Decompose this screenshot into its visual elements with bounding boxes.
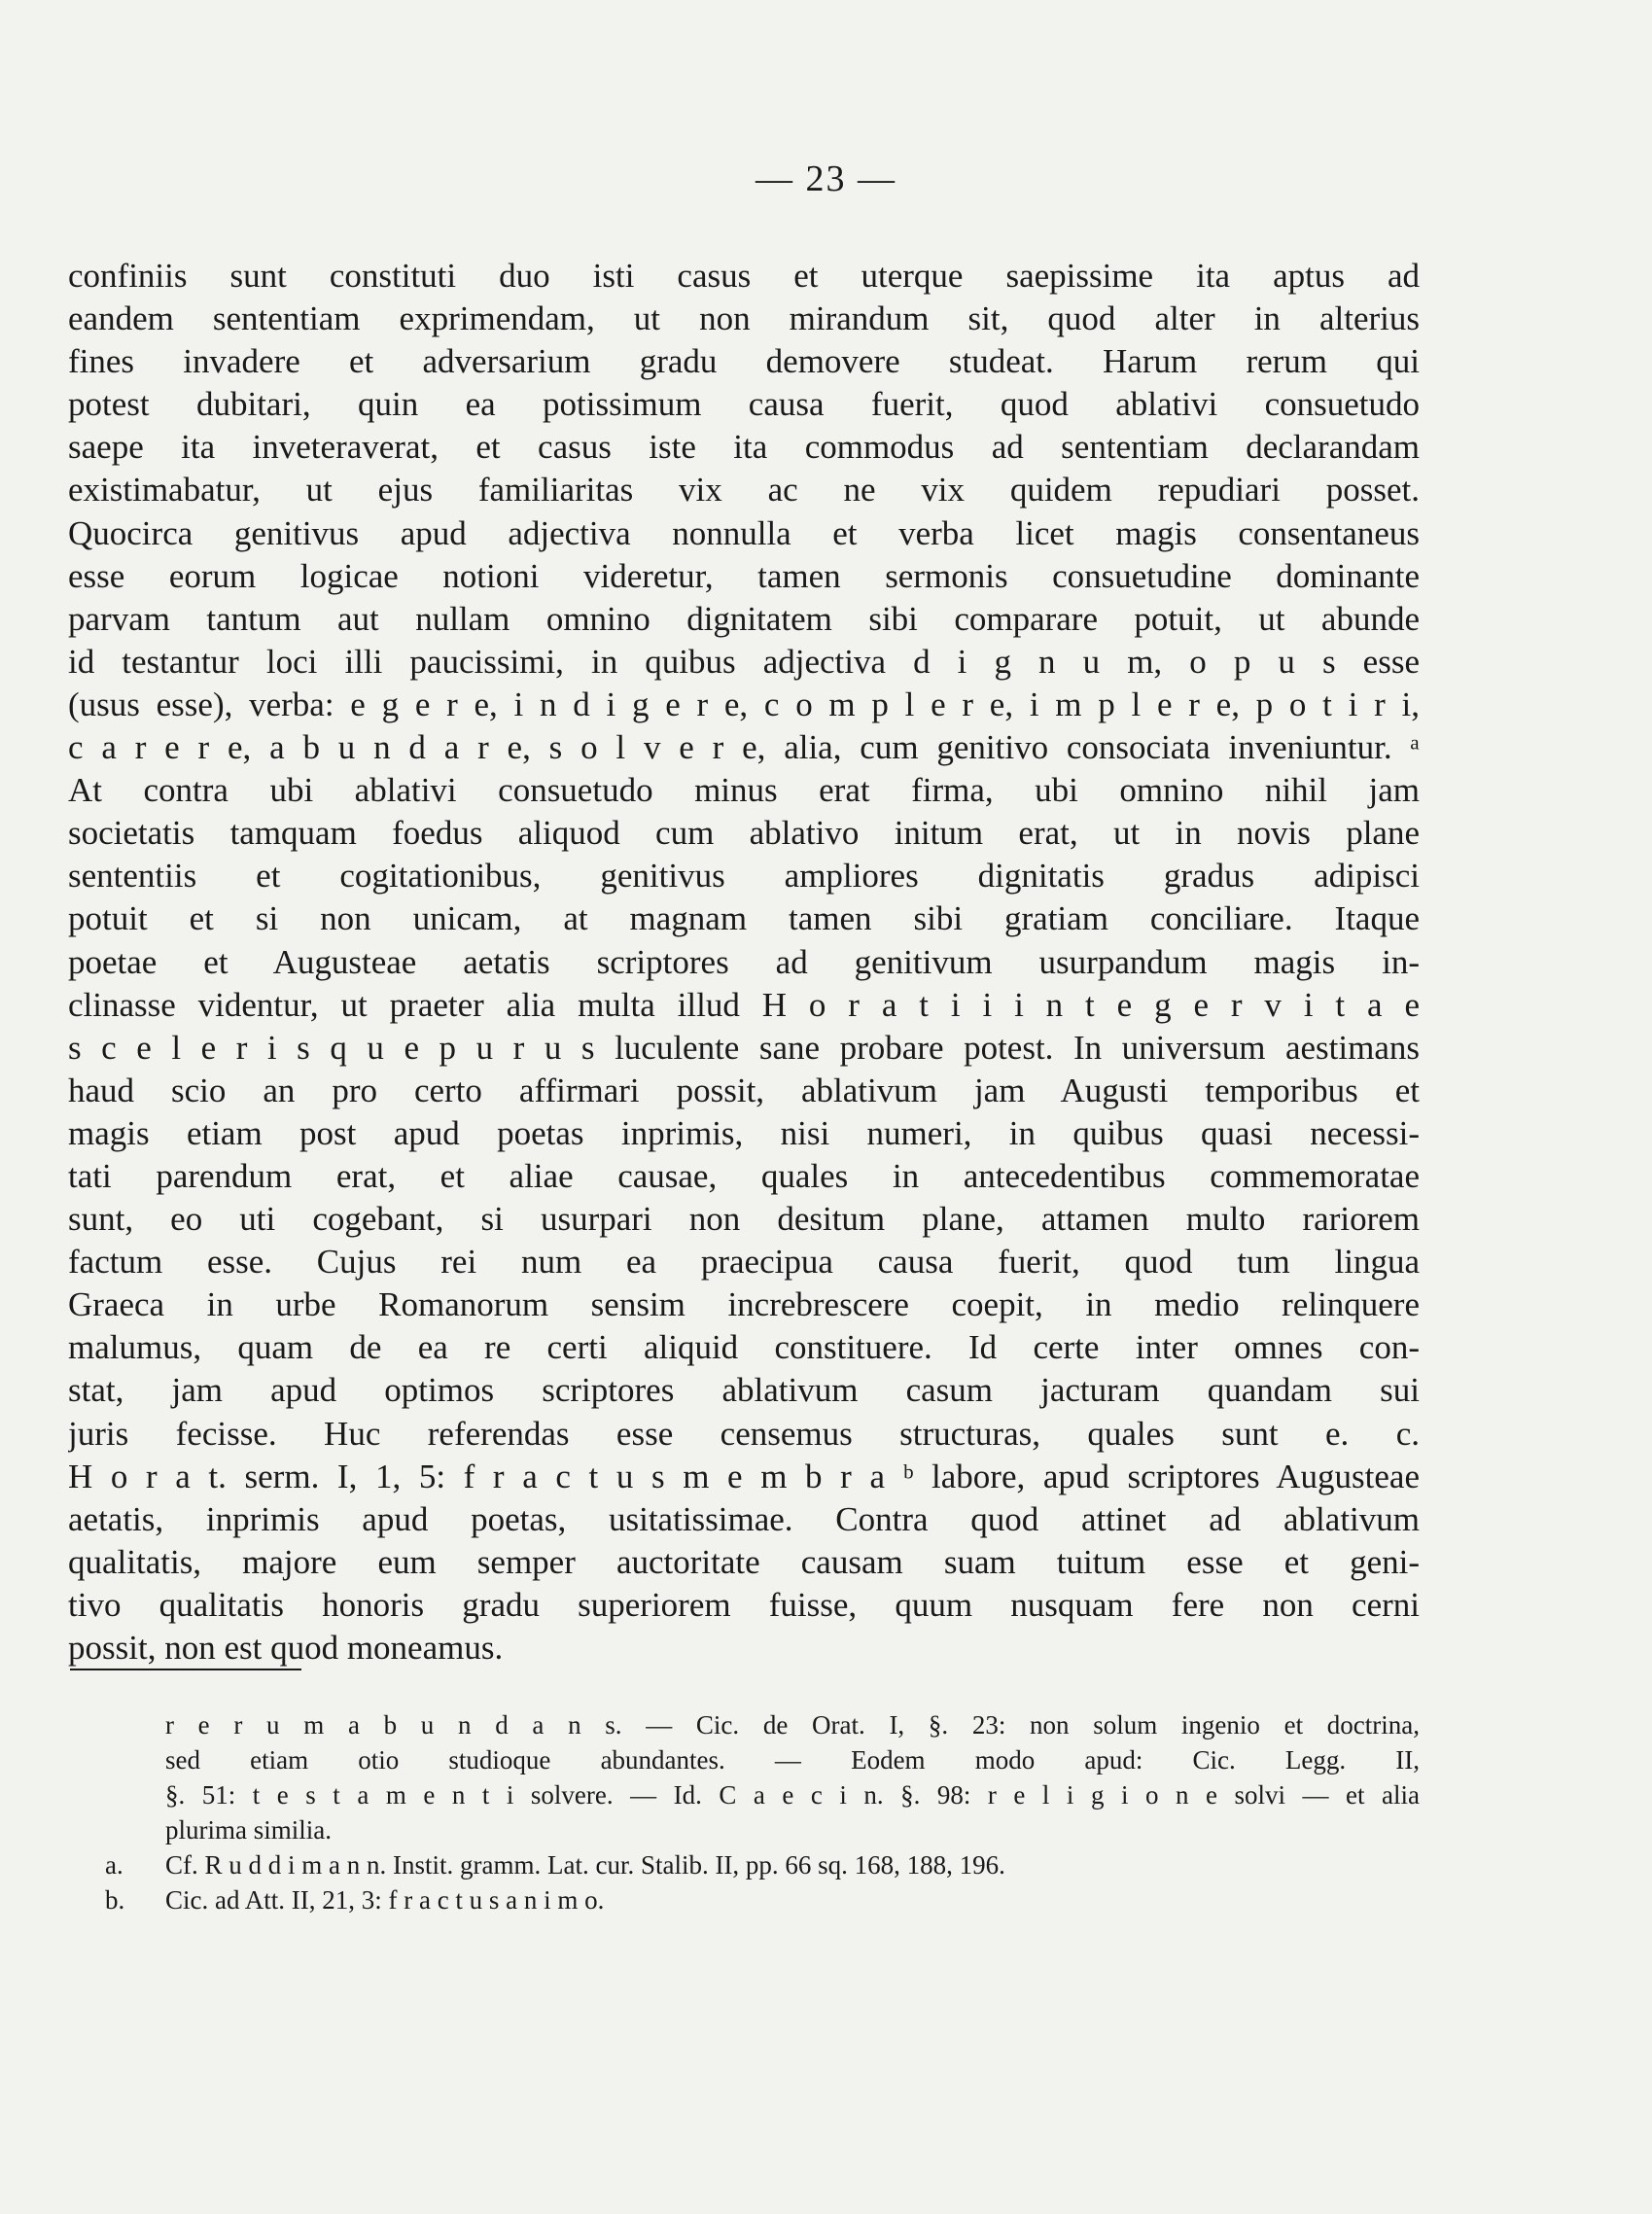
text-line: societatis tamquam foedus aliquod cum ablativo initum erat, ut in novis plane bbox=[68, 814, 1420, 853]
text-line: (usus esse), verba: e g e r e, i n d i g e r e, c o m p l e r e, i m p l e r e, p o t i r i, bbox=[68, 685, 1420, 723]
text-line: malumus, quam de ea re certi aliquid constituere. Id certe inter omnes con- bbox=[68, 1328, 1420, 1367]
text-line: magis etiam post apud poetas inprimis, nisi numeri, in quibus quasi necessi- bbox=[68, 1113, 1420, 1152]
text-line: juris fecisse. Huc referendas esse censemus structuras, quales sunt e. c. bbox=[68, 1414, 1420, 1453]
text-line: sententiis et cogitationibus, genitivus ampliores dignitatis gradus adipisci bbox=[68, 857, 1420, 896]
text-line: tati parendum erat, et aliae causae, quales in antecedentibus commemoratae bbox=[68, 1156, 1420, 1195]
text-line: At contra ubi ablativi consuetudo minus erat firma, ubi omnino nihil jam bbox=[68, 771, 1420, 810]
text-line: esse eorum logicae notioni videretur, tamen sermonis consuetudine dominante bbox=[68, 556, 1420, 595]
text-line: s c e l e r i s q u e p u r u s luculente sane probare potest. In universum aestimans bbox=[68, 1028, 1420, 1067]
text-line: tivo qualitatis honoris gradu superiorem fuisse, quum nusquam fere non cerni bbox=[68, 1585, 1420, 1624]
text-line: existimabatur, ut ejus familiaritas vix ac ne vix quidem repudiari posset. bbox=[68, 471, 1420, 510]
text-line: parvam tantum aut nullam omnino dignitatem sibi comparare potuit, ut abunde bbox=[68, 599, 1420, 638]
text-line: eandem sententiam exprimendam, ut non mirandum sit, quod alter in alterius bbox=[68, 299, 1420, 338]
footnote-continuation-line bbox=[105, 1777, 1420, 1812]
footnote-text: r e r u m a b u n d a n s. — Cic. de Orat. I, §. 23: non solum ingenio et doctrina, bbox=[165, 1710, 1420, 1740]
footnote-text: plurima similia. bbox=[165, 1815, 332, 1845]
footnote-continuation-line bbox=[105, 1707, 1420, 1742]
footnote-b bbox=[105, 1882, 1420, 1917]
text-line: fines invadere et adversarium gradu demovere studeat. Harum rerum qui bbox=[68, 342, 1420, 381]
text-line: H o r a t. serm. I, 1, 5: f r a c t u s m e m b r a ᵇ labore, apud scriptores Augusteae bbox=[68, 1457, 1420, 1495]
text-line: id testantur loci illi paucissimi, in quibus adjectiva d i g n u m, o p u s esse bbox=[68, 642, 1420, 681]
text-line: Quocirca genitivus apud adjectiva nonnulla et verba licet magis consentaneus bbox=[68, 513, 1420, 552]
footnote-text: sed etiam otio studioque abundantes. — Eodem modo apud: Cic. Legg. II, bbox=[165, 1745, 1420, 1775]
footnote-divider bbox=[70, 1669, 301, 1670]
text-line: Graeca in urbe Romanorum sensim increbrescere coepit, in medio relinquere bbox=[68, 1285, 1420, 1324]
text-line: haud scio an pro certo affirmari possit, ablativum jam Augusti temporibus et bbox=[68, 1071, 1420, 1109]
footnote-mark: b. bbox=[105, 1885, 125, 1915]
text-line: potuit et si non unicam, at magnam tamen sibi gratiam conciliare. Itaque bbox=[68, 899, 1420, 938]
text-line: stat, jam apud optimos scriptores ablativum casum jacturam quandam sui bbox=[68, 1371, 1420, 1410]
footnote-text: Cf. R u d d i m a n n. Instit. gramm. Lat. cur. Stalib. II, pp. 66 sq. 168, 188, 196. bbox=[165, 1850, 1005, 1880]
text-line: clinasse videntur, ut praeter alia multa illud H o r a t i i i n t e g e r v i t a e bbox=[68, 985, 1420, 1024]
footnote-text: Cic. ad Att. II, 21, 3: f r a c t u s a n i m o. bbox=[165, 1885, 605, 1915]
text-line: poetae et Augusteae aetatis scriptores ad genitivum usurpandum magis in- bbox=[68, 942, 1420, 981]
footnote-a bbox=[105, 1847, 1420, 1882]
text-line: c a r e r e, a b u n d a r e, s o l v e r e, alia, cum genitivo consociata inveniuntur. ᵃ bbox=[68, 728, 1420, 767]
footnote-continuation-line bbox=[105, 1812, 1420, 1847]
page-number: — 23 — bbox=[756, 158, 896, 199]
text-line: aetatis, inprimis apud poetas, usitatissimae. Contra quod attinet ad ablativum bbox=[68, 1499, 1420, 1538]
text-line: possit, non est quod moneamus. bbox=[68, 1629, 504, 1667]
main-text bbox=[68, 255, 1420, 1669]
text-line: confiniis sunt constituti duo isti casus et uterque saepissime ita aptus ad bbox=[68, 257, 1420, 295]
text-line: sunt, eo uti cogebant, si usurpari non desitum plane, attamen multo rariorem bbox=[68, 1200, 1420, 1239]
text-line: saepe ita inveteraverat, et casus iste ita commodus ad sententiam declarandam bbox=[68, 428, 1420, 467]
text-line: factum esse. Cujus rei num ea praecipua causa fuerit, quod tum lingua bbox=[68, 1243, 1420, 1282]
text-line: potest dubitari, quin ea potissimum causa fuerit, quod ablativi consuetudo bbox=[68, 385, 1420, 424]
footnotes bbox=[105, 1707, 1420, 1917]
footnote-text: §. 51: t e s t a m e n t i solvere. — Id. C a e c i n. §. 98: r e l i g i o n e solvi — et alia bbox=[165, 1780, 1420, 1810]
footnote-continuation-line bbox=[105, 1742, 1420, 1777]
footnote-mark: a. bbox=[105, 1850, 123, 1880]
text-line: qualitatis, majore eum semper auctoritate causam suam tuitum esse et geni- bbox=[68, 1542, 1420, 1581]
